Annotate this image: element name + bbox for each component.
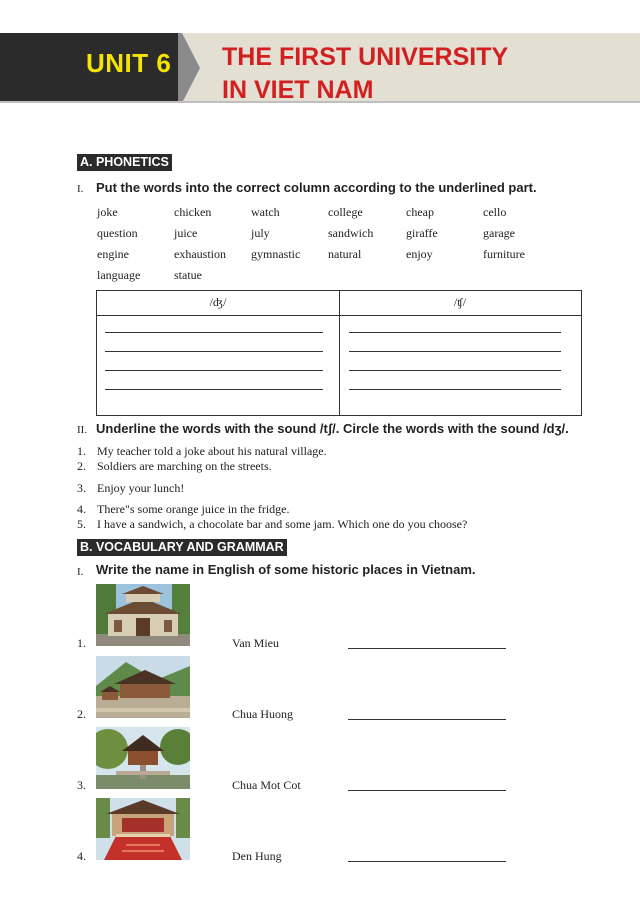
word-item: gymnastic — [251, 247, 301, 261]
sentence-number: 1. — [77, 444, 86, 458]
place-number: 1. — [77, 636, 86, 650]
place-name: Chua Huong — [232, 707, 293, 721]
den-hung-photo — [96, 798, 190, 860]
word-item: watch — [251, 205, 280, 219]
sentence-number: 5. — [77, 517, 86, 531]
word-item: cheap — [406, 205, 434, 219]
word-item: enjoy — [406, 247, 433, 261]
answer-line[interactable] — [105, 351, 323, 352]
question-number: I. — [77, 566, 84, 578]
sentence-text: Enjoy your lunch! — [97, 481, 185, 495]
sentence-number: 3. — [77, 481, 86, 495]
sentence-item — [77, 502, 290, 517]
unit-banner — [0, 33, 640, 103]
answer-line[interactable] — [348, 719, 506, 720]
word-item: juice — [174, 226, 198, 240]
word-item: giraffe — [406, 226, 438, 240]
word-item: cello — [483, 205, 507, 219]
word-item: question — [97, 226, 138, 240]
table-header-line — [97, 315, 581, 316]
sentence-text: I have a sandwich, a chocolate bar and some jam. Which one do you choose? — [97, 517, 468, 531]
word-item: engine — [97, 247, 129, 261]
place-name: Den Hung — [232, 849, 282, 863]
section-a-heading: A. PHONETICS — [77, 154, 172, 171]
chua-mot-cot-photo — [96, 727, 190, 789]
sentence-text: There"s some orange juice in the fridge. — [97, 502, 290, 516]
sentence-number: 2. — [77, 459, 86, 473]
chua-huong-photo — [96, 656, 190, 718]
word-item: chicken — [174, 205, 212, 219]
word-item: statue — [174, 268, 202, 282]
word-item: college — [328, 205, 363, 219]
place-name: Van Mieu — [232, 636, 279, 650]
place-number: 4. — [77, 849, 86, 863]
sentence-number: 4. — [77, 502, 86, 516]
unit-label: UNIT 6 — [86, 48, 172, 78]
answer-line[interactable] — [348, 648, 506, 649]
answer-line[interactable] — [105, 332, 323, 333]
word-item: furniture — [483, 247, 525, 261]
place-name: Chua Mot Cot — [232, 778, 301, 792]
word-item: language — [97, 268, 141, 282]
question-text: Put the words into the correct column according to the underlined part. — [96, 180, 537, 195]
sentence-text: Soldiers are marching on the streets. — [97, 459, 272, 473]
place-number: 2. — [77, 707, 86, 721]
question-number: II. — [77, 424, 88, 436]
column-header-tsh: /ʧ/ — [453, 295, 467, 309]
word-item: july — [251, 226, 270, 240]
van-mieu-photo — [96, 584, 190, 646]
answer-line[interactable] — [349, 332, 561, 333]
answer-line[interactable] — [105, 389, 323, 390]
word-item: garage — [483, 226, 515, 240]
answer-line[interactable] — [349, 351, 561, 352]
question-text: Underline the words with the sound /tʃ/. Circle the words with the sound /dʒ/. — [96, 421, 569, 436]
answer-line[interactable] — [348, 861, 506, 862]
word-item: sandwich — [328, 226, 374, 240]
phonetics-table — [96, 290, 582, 416]
unit-title-line2: IN VIET NAM — [222, 76, 374, 104]
word-item: joke — [97, 205, 118, 219]
answer-line[interactable] — [349, 389, 561, 390]
unit-title-line1: THE FIRST UNIVERSITY — [222, 43, 509, 71]
section-b-heading: B. VOCABULARY AND GRAMMAR — [77, 539, 287, 556]
answer-line[interactable] — [349, 370, 561, 371]
question-number: I. — [77, 183, 84, 195]
sentence-text: My teacher told a joke about his natural village. — [97, 444, 327, 458]
column-header-dz: /ʤ/ — [209, 295, 227, 309]
question-text: Write the name in English of some historic places in Vietnam. — [96, 562, 476, 577]
sentence-item — [77, 459, 272, 474]
unit-title — [222, 41, 508, 107]
sentence-item — [77, 444, 327, 459]
answer-line[interactable] — [105, 370, 323, 371]
sentence-item — [77, 481, 184, 496]
sentence-item — [77, 517, 467, 532]
word-item: natural — [328, 247, 362, 261]
word-item: exhaustion — [174, 247, 226, 261]
place-number: 3. — [77, 778, 86, 792]
answer-line[interactable] — [348, 790, 506, 791]
